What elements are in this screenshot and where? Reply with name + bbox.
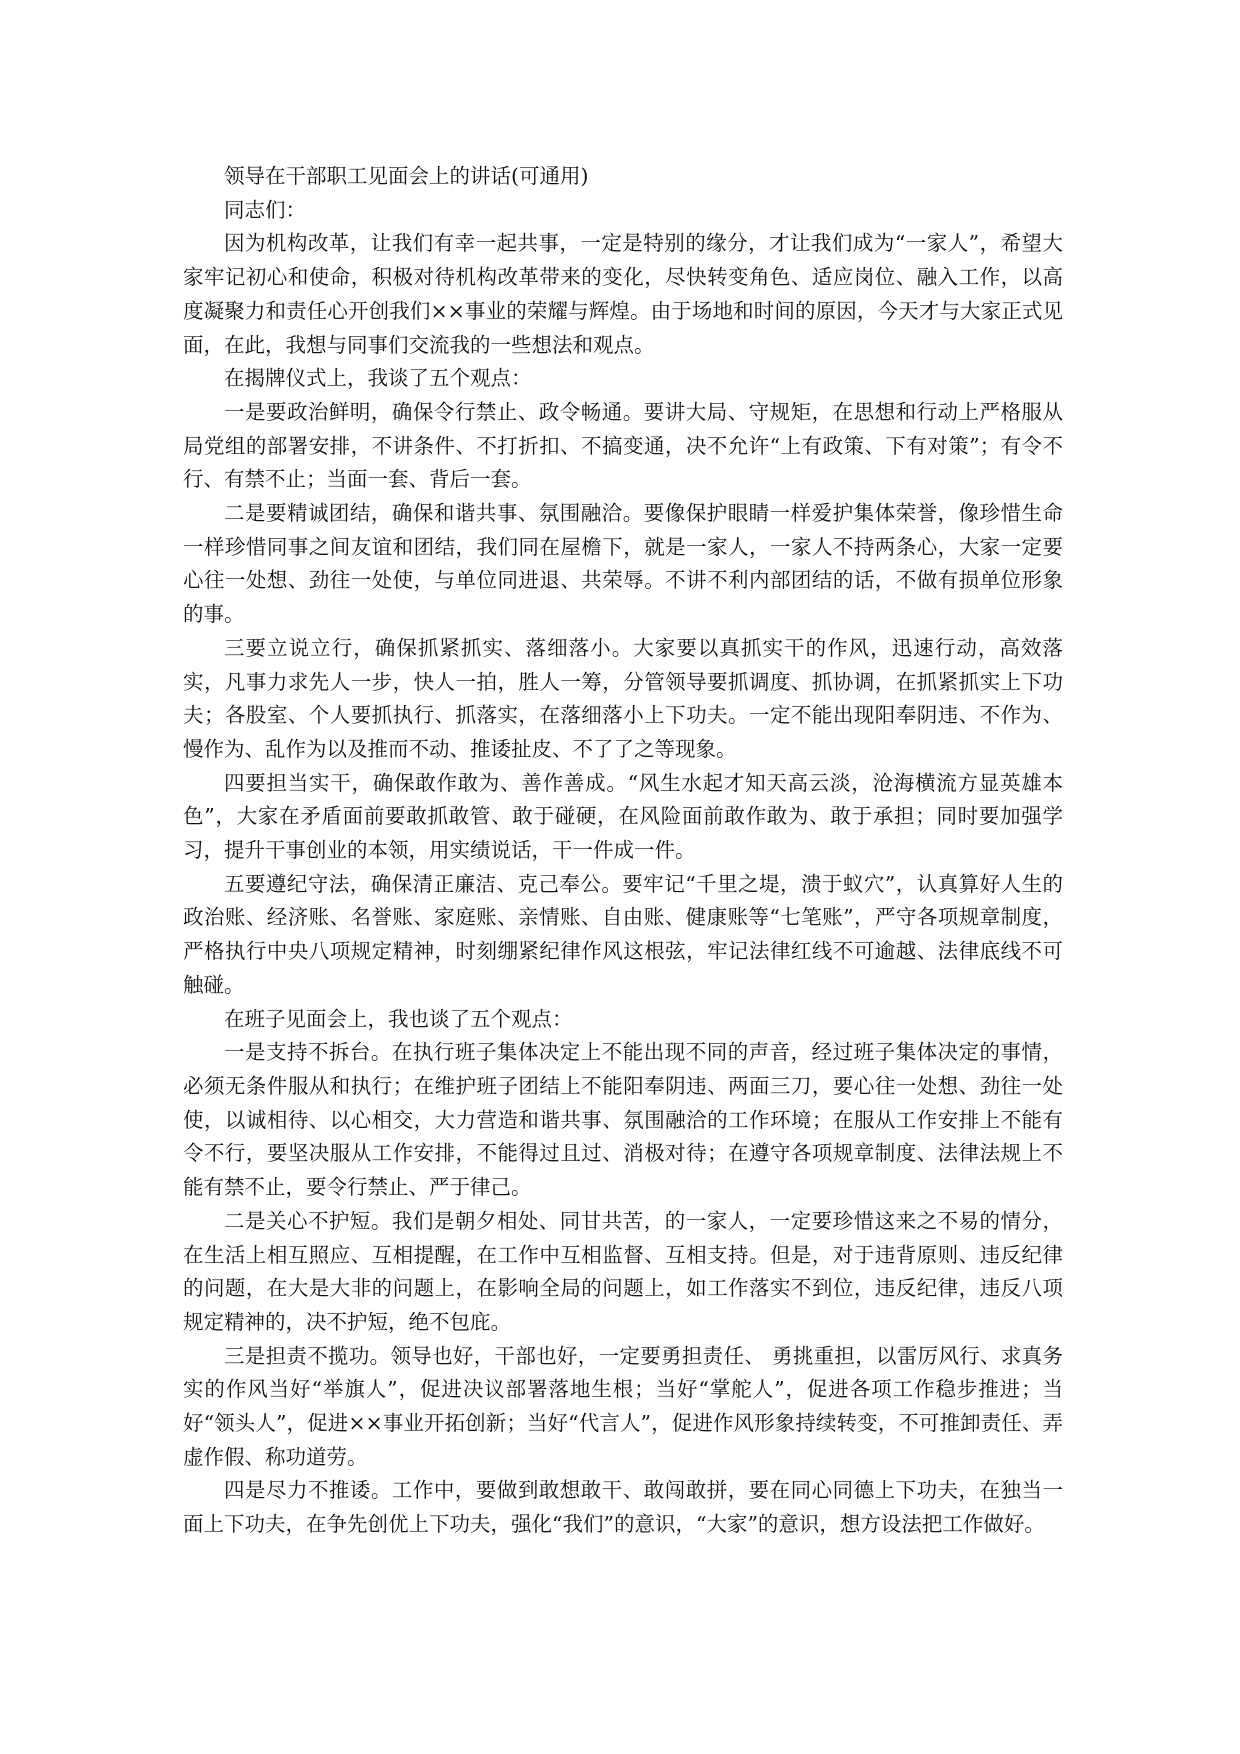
paragraph: 三是担责不揽功。领导也好，干部也好，一定要勇担责任、 勇挑重担，以雷厉风行、求真务实的作风当好“举旗人”，促进决议部署落地生根；当好“掌舵人”，促进各项工作稳步推进；当好“领头人”，促进××事业开拓创新；当好“代言人”，促进作风形象持续转变，不可推卸责任、弄虚作假、称功道劳。 [183,1343,1063,1469]
paragraph: 因为机构改革，让我们有幸一起共事，一定是特别的缘分，才让我们成为“一家人”，希望大家牢记初心和使命，积极对待机构改革带来的变化，尽快转变角色、适应岗位、融入工作，以高度凝聚力和责任心开创我们××事业的荣耀与辉煌。由于场地和时间的原因，今天才与大家正式见面，在此，我想与同事们交流我的一些想法和观点。 [183,231,1063,357]
document-title: 领导在干部职工见面会上的讲话(可通用) [224,164,589,188]
paragraph: 四要担当实干，确保敢作敢为、善作善成。“风生水起才知天高云淡，沧海横流方显英雄本色”，大家在矛盾面前要敢抓敢管、敢于碰硬，在风险面前敢作敢为、敢于承担；同时要加强学习，提升干事创业的本领，用实绩说话，干一件成一件。 [183,770,1063,863]
paragraph: 三要立说立行，确保抓紧抓实、落细落小。大家要以真抓实干的作风，迅速行动，高效落实，凡事力求先人一步，快人一拍，胜人一筹，分管领导要抓调度、抓协调，在抓紧抓实上下功夫；各股室、个人要抓执行、抓落实，在落细落小上下功夫。一定不能出现阳奉阴违、不作为、慢作为、乱作为以及推而不动、推诿扯皮、不了了之等现象。 [183,635,1063,761]
document-body [183,160,1063,1542]
paragraph: 一是支持不拆台。在执行班子集体决定上不能出现不同的声音，经过班子集体决定的事情，必须无条件服从和执行；在维护班子团结上不能阳奉阴违、两面三刀，要心往一处想、劲往一处使，以诚相待、以心相交，大力营造和谐共事、氛围融洽的工作环境；在服从工作安排上不能有令不行，要坚决服从工作安排，不能得过且过、消极对待；在遵守各项规章制度、法律法规上不能有禁不止，要令行禁止、严于律己。 [183,1040,1063,1200]
salutation: 同志们： [224,197,306,222]
paragraph: 四是尽力不推诿。工作中，要做到敢想敢干、敢闯敢拼，要在同心同德上下功夫，在独当一面上下功夫，在争先创优上下功夫，强化“我们”的意识，“大家”的意识，想方设法把工作做好。 [183,1478,1063,1537]
paragraph: 在班子见面会上，我也谈了五个观点： [224,1006,573,1031]
paragraph: 在揭牌仪式上，我谈了五个观点： [224,366,532,391]
paragraph: 五要遵纪守法，确保清正廉洁、克己奉公。要牢记“千里之堤，溃于蚁穴”，认真算好人生的政治账、经济账、名誉账、家庭账、亲情账、自由账、健康账等“七笔账”，严守各项规章制度，严格执行中央八项规定精神，时刻绷紧纪律作风这根弦，牢记法律红线不可逾越、法律底线不可触碰。 [183,871,1063,997]
paragraph: 二是关心不护短。我们是朝夕相处、同甘共苦，的一家人，一定要珍惜这来之不易的情分，在生活上相互照应、互相提醒，在工作中互相监督、互相支持。但是，对于违背原则、违反纪律的问题，在大是大非的问题上，在影响全局的问题上，如工作落实不到位，违反纪律，违反八项规定精神的，决不护短，绝不包庇。 [183,1208,1063,1334]
paragraph: 二是要精诚团结，确保和谐共事、氛围融洽。要像保护眼睛一样爱护集体荣誉，像珍惜生命一样珍惜同事之间友谊和团结，我们同在屋檐下，就是一家人，一家人不持两条心，大家一定要心往一处想、劲往一处使，与单位同进退、共荣辱。不讲不利内部团结的话，不做有损单位形象的事。 [183,501,1063,627]
paragraph: 一是要政治鲜明，确保令行禁止、政令畅通。要讲大局、守规矩，在思想和行动上严格服从局党组的部署安排，不讲条件、不打折扣、不搞变通，决不允许“上有政策、下有对策”；有令不行、有禁不止；当面一套、背后一套。 [183,399,1063,492]
